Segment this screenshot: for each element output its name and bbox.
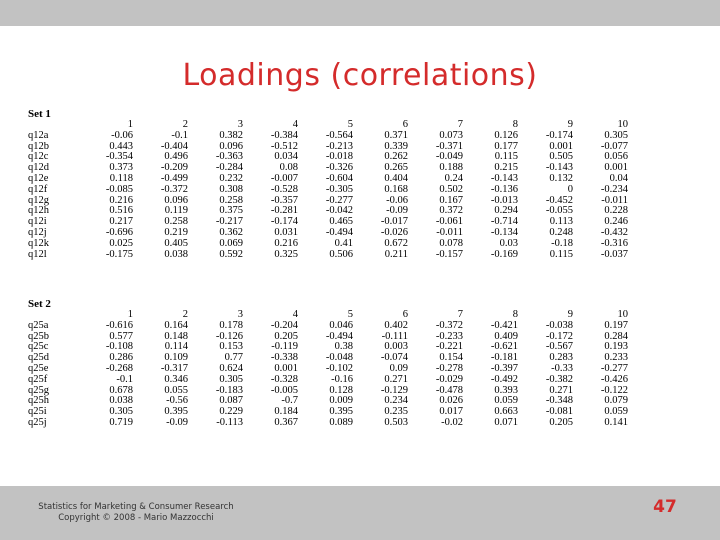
table-cell: -0.371 xyxy=(435,140,463,152)
table-cell: -0.108 xyxy=(105,341,133,353)
table-cell: -0.038 xyxy=(545,319,573,331)
table-cell: -0.305 xyxy=(325,183,353,195)
table-cell: -0.175 xyxy=(105,248,133,260)
table-cell: -0.055 xyxy=(545,205,573,217)
table-cell: 0.516 xyxy=(109,205,133,217)
table-cell: 0.235 xyxy=(384,406,408,418)
table-cell: -0.277 xyxy=(325,194,353,206)
table-cell: 0.229 xyxy=(219,406,243,418)
row-label: q12b xyxy=(28,140,49,152)
table-cell: 0.38 xyxy=(334,341,353,353)
table-cell: -0.111 xyxy=(381,330,408,342)
table-cell: 0.079 xyxy=(604,395,628,407)
table-cell: -0.621 xyxy=(490,341,518,353)
table-cell: -0.348 xyxy=(545,395,573,407)
column-header: 3 xyxy=(237,309,243,320)
table-cell: 0.025 xyxy=(109,237,133,249)
table-cell: 0.078 xyxy=(439,237,463,249)
table-cell: -0.372 xyxy=(160,183,188,195)
table-cell: 0.001 xyxy=(274,362,298,374)
table-cell: -0.328 xyxy=(270,373,298,385)
table-cell: -0.048 xyxy=(325,352,353,364)
table-cell: -0.372 xyxy=(435,319,463,331)
table-cell: 0.115 xyxy=(549,248,573,260)
table-cell: 0.402 xyxy=(384,319,408,331)
table-cell: -0.136 xyxy=(490,183,518,195)
table-cell: -0.33 xyxy=(551,362,573,374)
table-cell: 0.154 xyxy=(439,352,463,364)
table-cell: -0.284 xyxy=(215,162,243,174)
table-cell: -0.113 xyxy=(216,416,243,428)
table-cell: 0.395 xyxy=(164,406,188,418)
table-cell: 0.003 xyxy=(384,341,408,353)
table-cell: -0.005 xyxy=(270,384,298,396)
table-cell: 0.115 xyxy=(494,151,518,163)
table-cell: -0.564 xyxy=(325,129,353,141)
table-cell: 0.503 xyxy=(384,416,408,428)
table-cell: -0.126 xyxy=(215,330,243,342)
table-cell: -0.157 xyxy=(435,248,463,260)
table-cell: -0.017 xyxy=(380,216,408,228)
table-cell: 0.592 xyxy=(219,248,243,260)
table-cell: 0.678 xyxy=(109,384,133,396)
table-cell: 0.096 xyxy=(219,140,243,152)
table-cell: 0.215 xyxy=(494,162,518,174)
table-cell: 0.496 xyxy=(164,151,188,163)
table-row xyxy=(28,418,628,429)
slide-title: Loadings (correlations) xyxy=(182,58,538,93)
table-cell: 0.672 xyxy=(384,237,408,249)
table-cell: -0.011 xyxy=(601,194,628,206)
column-header: 8 xyxy=(512,309,518,320)
table-cell: 0.128 xyxy=(329,384,353,396)
table-cell: 0.03 xyxy=(499,237,518,249)
table-cell: -0.181 xyxy=(490,352,518,364)
table-cell: -0.7 xyxy=(281,395,298,407)
table-cell: 0 xyxy=(567,183,573,195)
table-cell: -0.011 xyxy=(436,226,463,238)
column-header: 5 xyxy=(347,119,353,130)
table-cell: 0.205 xyxy=(274,330,298,342)
table-cell: 0.059 xyxy=(494,395,518,407)
table-cell: 0.001 xyxy=(549,140,573,152)
table-cell: -0.029 xyxy=(435,373,463,385)
row-label: q12d xyxy=(28,162,49,174)
table-cell: 0.286 xyxy=(109,352,133,364)
table-cell: -0.209 xyxy=(160,162,188,174)
column-header: 4 xyxy=(292,119,298,130)
table-cell: -0.567 xyxy=(545,341,573,353)
table-cell: 0.271 xyxy=(549,384,573,396)
table-cell: 0.346 xyxy=(164,373,188,385)
table-cell: -0.143 xyxy=(545,162,573,174)
row-label: q25d xyxy=(28,352,49,364)
table-cell: 0.059 xyxy=(604,406,628,418)
table-cell: -0.478 xyxy=(435,384,463,396)
row-label: q12g xyxy=(28,194,49,206)
column-header: 8 xyxy=(512,119,518,130)
table-cell: 0.305 xyxy=(109,406,133,418)
table-cell: -0.013 xyxy=(490,194,518,206)
table-cell: 0.382 xyxy=(219,129,243,141)
table-cell: -0.604 xyxy=(325,172,353,184)
table-cell: -0.278 xyxy=(435,362,463,374)
column-header: 1 xyxy=(127,309,133,320)
set2-label: Set 2 xyxy=(28,298,51,310)
table-cell: 0.283 xyxy=(549,352,573,364)
table-cell: 0.096 xyxy=(164,194,188,206)
table-cell: 0.305 xyxy=(219,373,243,385)
table-cell: 0.177 xyxy=(494,140,518,152)
table-cell: 0.506 xyxy=(329,248,353,260)
table-cell: 0.663 xyxy=(494,406,518,418)
column-header: 4 xyxy=(292,309,298,320)
table-cell: -0.281 xyxy=(270,205,298,217)
table-cell: -0.357 xyxy=(270,194,298,206)
table-cell: -0.217 xyxy=(215,216,243,228)
table-cell: -0.02 xyxy=(441,416,463,428)
column-header: 10 xyxy=(617,309,628,320)
row-label: q25c xyxy=(28,341,49,353)
table-cell: -0.174 xyxy=(545,129,573,141)
table-cell: 0.126 xyxy=(494,129,518,141)
column-header: 2 xyxy=(182,119,188,130)
table-cell: 0.118 xyxy=(109,172,133,184)
table-cell: 0.443 xyxy=(109,140,133,152)
table-cell: -0.172 xyxy=(545,330,573,342)
table-cell: -0.268 xyxy=(105,362,133,374)
table-cell: 0.148 xyxy=(164,330,188,342)
table-cell: -0.696 xyxy=(105,226,133,238)
table-cell: -0.426 xyxy=(600,373,628,385)
table-cell: 0.211 xyxy=(384,248,408,260)
row-label: q12i xyxy=(28,216,47,228)
table-row xyxy=(28,131,628,142)
table-cell: 0.395 xyxy=(329,406,353,418)
row-label: q12j xyxy=(28,226,47,238)
table-cell: -0.384 xyxy=(270,129,298,141)
table-cell: 0.038 xyxy=(164,248,188,260)
table-cell: -0.213 xyxy=(325,140,353,152)
table-cell: 0.001 xyxy=(604,162,628,174)
table-cell: -0.134 xyxy=(490,226,518,238)
row-label: q25i xyxy=(28,406,47,418)
table-cell: -0.234 xyxy=(600,183,628,195)
table-cell: 0.038 xyxy=(109,395,133,407)
table-cell: 0.119 xyxy=(164,205,188,217)
table-cell: 0.017 xyxy=(439,406,463,418)
row-label: q12h xyxy=(28,205,49,217)
row-label: q25f xyxy=(28,373,48,385)
table-cell: 0.132 xyxy=(549,172,573,184)
column-header: 10 xyxy=(617,119,628,130)
row-label: q25h xyxy=(28,395,49,407)
table-cell: -0.354 xyxy=(105,151,133,163)
table-cell: -0.432 xyxy=(600,226,628,238)
table-cell: -0.09 xyxy=(386,205,408,217)
table-cell: -0.06 xyxy=(111,129,133,141)
table-cell: 0.09 xyxy=(389,362,408,374)
column-header: 6 xyxy=(402,309,408,320)
table-cell: -0.363 xyxy=(215,151,243,163)
table-cell: 0.089 xyxy=(329,416,353,428)
table-cell: 0.371 xyxy=(384,129,408,141)
table-cell: -0.494 xyxy=(325,330,353,342)
table-cell: 0.188 xyxy=(439,162,463,174)
table-cell: 0.41 xyxy=(334,237,353,249)
table-cell: 0.305 xyxy=(604,129,628,141)
set2-table xyxy=(28,310,628,429)
table-cell: -0.494 xyxy=(325,226,353,238)
table-cell: 0.164 xyxy=(164,319,188,331)
table-cell: 0.216 xyxy=(109,194,133,206)
table-cell: 0.24 xyxy=(444,172,463,184)
table-row xyxy=(28,375,628,386)
table-cell: 0.308 xyxy=(219,183,243,195)
table-cell: -0.233 xyxy=(435,330,463,342)
column-header: 1 xyxy=(127,119,133,130)
table-cell: 0.502 xyxy=(439,183,463,195)
table-cell: 0.216 xyxy=(274,237,298,249)
row-label: q25e xyxy=(28,362,49,374)
table-cell: -0.085 xyxy=(105,183,133,195)
table-cell: -0.317 xyxy=(160,362,188,374)
table-cell: 0.219 xyxy=(164,226,188,238)
table-cell: 0.056 xyxy=(604,151,628,163)
column-header: 2 xyxy=(182,309,188,320)
table-cell: 0.271 xyxy=(384,373,408,385)
row-label: q12a xyxy=(28,129,49,141)
table-cell: 0.624 xyxy=(219,362,243,374)
table-cell: 0.046 xyxy=(329,319,353,331)
column-header: 9 xyxy=(567,119,573,130)
table-cell: 0.294 xyxy=(494,205,518,217)
table-cell: 0.258 xyxy=(164,216,188,228)
table-cell: -0.221 xyxy=(435,341,463,353)
table-cell: 0.071 xyxy=(494,416,518,428)
table-cell: -0.492 xyxy=(490,373,518,385)
table-cell: -0.326 xyxy=(325,162,353,174)
footer-line-1: Statistics for Marketing & Consumer Research xyxy=(38,502,234,512)
table-cell: -0.102 xyxy=(325,362,353,374)
table-cell: -0.026 xyxy=(380,226,408,238)
footer-line-2: Copyright © 2008 - Mario Mazzocchi xyxy=(58,513,214,523)
table-cell: 0.372 xyxy=(439,205,463,217)
column-header: 3 xyxy=(237,119,243,130)
table-cell: -0.077 xyxy=(600,140,628,152)
table-cell: -0.183 xyxy=(215,384,243,396)
table-cell: 0.184 xyxy=(274,406,298,418)
row-label: q12c xyxy=(28,151,49,163)
table-row xyxy=(28,321,628,332)
table-cell: 0.375 xyxy=(219,205,243,217)
table-cell: 0.228 xyxy=(604,205,628,217)
table-cell: -0.204 xyxy=(270,319,298,331)
table-cell: 0.08 xyxy=(279,162,298,174)
table-cell: 0.325 xyxy=(274,248,298,260)
table-cell: 0.284 xyxy=(604,330,628,342)
table-cell: -0.421 xyxy=(490,319,518,331)
table-cell: 0.009 xyxy=(329,395,353,407)
table-cell: -0.316 xyxy=(600,237,628,249)
table-cell: -0.09 xyxy=(166,416,188,428)
table-cell: 0.055 xyxy=(164,384,188,396)
table-cell: -0.174 xyxy=(270,216,298,228)
table-cell: 0.577 xyxy=(109,330,133,342)
table-cell: -0.042 xyxy=(325,205,353,217)
row-label: q12l xyxy=(28,248,47,260)
table-cell: -0.382 xyxy=(545,373,573,385)
table-cell: 0.168 xyxy=(384,183,408,195)
row-label: q12k xyxy=(28,237,49,249)
table-cell: 0.153 xyxy=(219,341,243,353)
table-cell: 0.405 xyxy=(164,237,188,249)
table-cell: -0.499 xyxy=(160,172,188,184)
column-header: 9 xyxy=(567,309,573,320)
table-cell: -0.452 xyxy=(545,194,573,206)
column-header: 7 xyxy=(457,119,463,130)
page-number: 47 xyxy=(653,497,677,517)
table-cell: -0.1 xyxy=(116,373,133,385)
table-cell: -0.512 xyxy=(270,140,298,152)
table-cell: -0.018 xyxy=(325,151,353,163)
table-cell: 0.234 xyxy=(384,395,408,407)
table-cell: 0.233 xyxy=(604,352,628,364)
table-cell: 0.141 xyxy=(604,416,628,428)
row-label: q25j xyxy=(28,416,47,428)
table-cell: -0.714 xyxy=(490,216,518,228)
table-cell: -0.277 xyxy=(600,362,628,374)
table-cell: 0.034 xyxy=(274,151,298,163)
table-cell: -0.1 xyxy=(171,129,188,141)
table-cell: 0.258 xyxy=(219,194,243,206)
table-cell: 0.167 xyxy=(439,194,463,206)
table-cell: 0.178 xyxy=(219,319,243,331)
table-cell: 0.246 xyxy=(604,216,628,228)
table-cell: 0.069 xyxy=(219,237,243,249)
table-cell: 0.465 xyxy=(329,216,353,228)
set1-label: Set 1 xyxy=(28,108,51,120)
table-cell: 0.087 xyxy=(219,395,243,407)
table-cell: -0.074 xyxy=(380,352,408,364)
table-cell: 0.197 xyxy=(604,319,628,331)
table-row xyxy=(28,250,628,261)
table-cell: 0.193 xyxy=(604,341,628,353)
table-cell: 0.232 xyxy=(219,172,243,184)
table-cell: -0.122 xyxy=(600,384,628,396)
table-cell: -0.616 xyxy=(105,319,133,331)
table-cell: 0.719 xyxy=(109,416,133,428)
table-cell: -0.06 xyxy=(386,194,408,206)
footer xyxy=(30,502,242,524)
column-header: 6 xyxy=(402,119,408,130)
table-cell: 0.217 xyxy=(109,216,133,228)
table-cell: 0.026 xyxy=(439,395,463,407)
table-cell: 0.409 xyxy=(494,330,518,342)
table-cell: 0.031 xyxy=(274,226,298,238)
table-cell: -0.169 xyxy=(490,248,518,260)
row-label: q25a xyxy=(28,319,49,331)
table-cell: 0.109 xyxy=(164,352,188,364)
table-cell: -0.528 xyxy=(270,183,298,195)
table-cell: 0.262 xyxy=(384,151,408,163)
table-cell: -0.18 xyxy=(551,237,573,249)
row-label: q25b xyxy=(28,330,49,342)
table-cell: -0.119 xyxy=(271,341,298,353)
table-cell: 0.362 xyxy=(219,226,243,238)
table-cell: -0.037 xyxy=(600,248,628,260)
row-label: q12e xyxy=(28,172,49,184)
table-cell: 0.248 xyxy=(549,226,573,238)
table-cell: -0.404 xyxy=(160,140,188,152)
table-cell: -0.061 xyxy=(435,216,463,228)
column-header: 7 xyxy=(457,309,463,320)
set1-table xyxy=(28,120,628,260)
table-cell: -0.397 xyxy=(490,362,518,374)
table-cell: 0.04 xyxy=(609,172,628,184)
table-cell: 0.367 xyxy=(274,416,298,428)
table-cell: -0.56 xyxy=(166,395,188,407)
table-cell: 0.265 xyxy=(384,162,408,174)
table-cell: 0.373 xyxy=(109,162,133,174)
table-cell: 0.114 xyxy=(164,341,188,353)
table-cell: 0.205 xyxy=(549,416,573,428)
table-cell: -0.129 xyxy=(380,384,408,396)
table-cell: -0.049 xyxy=(435,151,463,163)
table-cell: -0.16 xyxy=(331,373,353,385)
table-cell: 0.073 xyxy=(439,129,463,141)
table-cell: -0.143 xyxy=(490,172,518,184)
table-cell: -0.081 xyxy=(545,406,573,418)
table-cell: 0.393 xyxy=(494,384,518,396)
table-cell: 0.505 xyxy=(549,151,573,163)
row-label: q25g xyxy=(28,384,49,396)
table-cell: 0.339 xyxy=(384,140,408,152)
table-row xyxy=(28,185,628,196)
row-label: q12f xyxy=(28,183,48,195)
table-cell: 0.77 xyxy=(224,352,243,364)
top-bar xyxy=(0,0,720,26)
table-row xyxy=(28,239,628,250)
table-cell: 0.404 xyxy=(384,172,408,184)
table-cell: -0.338 xyxy=(270,352,298,364)
table-cell: -0.007 xyxy=(270,172,298,184)
column-header: 5 xyxy=(347,309,353,320)
table-cell: 0.113 xyxy=(549,216,573,228)
